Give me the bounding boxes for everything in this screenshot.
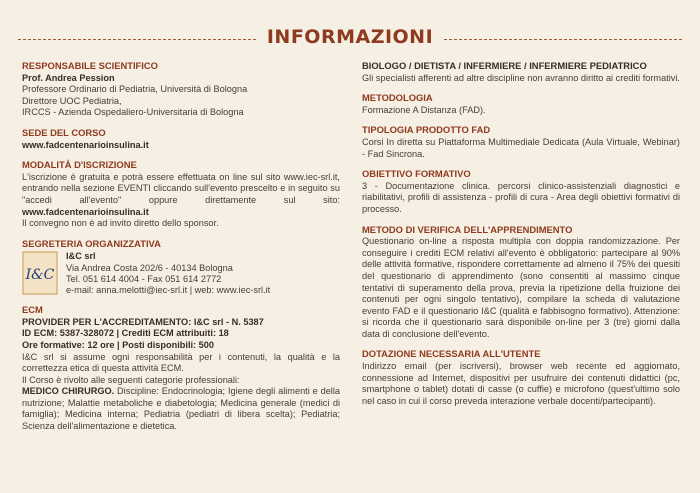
responsabile-name: Prof. Andrea Pession — [22, 72, 115, 83]
ecm-medico — [22, 386, 340, 432]
medico-label: MEDICO CHIRURGO. — [22, 386, 115, 397]
modalita-text: L'iscrizione è gratuita e potrà essere effettuata on line sul sito www.iec-srl.it, entrando nella sezione EVENTI cliccando sull'evento prescelto e in seguito su "accedi all'evento" oppure direttamente sul sito: — [22, 171, 340, 205]
section-modalita — [22, 159, 340, 230]
section-segreteria — [22, 238, 340, 296]
page-title: INFORMAZIONI — [266, 26, 434, 48]
org-details — [66, 251, 270, 296]
section-responsabile — [22, 60, 340, 119]
obiettivo-text: 3 - Documentazione clinica. percorsi clinico-assistenziali diagnostici e riabilitativi, profili di assistenza - profili di cura - Area degli obiettivi formativi di processo. — [362, 180, 680, 214]
heading-modalita: MODALITÀ D'ISCRIZIONE — [22, 159, 137, 171]
medico-text: Discipline: Endocrinologia; Igiene degli alimenti e della nutrizione; Malattie metaboliche e diabetologia; Medicina generale (medici di famiglia); Medicina interna; Pediatria (pediatri di libera scelta); Pediatria; Scienza dell'alimentazione e dietetica. — [22, 386, 341, 432]
company-logo — [22, 251, 58, 295]
company-name: I&C srl — [66, 251, 96, 262]
section-metodologia — [362, 92, 680, 116]
company-contacts[interactable]: e-mail: anna.melotti@iec-srl.it | web: www.iec-srl.it — [66, 284, 271, 295]
ecm-id-line: ID ECM: 5387-328072 | Crediti ECM attribuiti: 18 — [22, 328, 229, 339]
company-address: Via Andrea Costa 202/6 - 40134 Bologna — [66, 262, 233, 273]
title-row — [18, 26, 682, 52]
heading-obiettivo: OBIETTIVO FORMATIVO — [362, 168, 471, 180]
left-column — [22, 60, 340, 441]
heading-segreteria: SEGRETERIA ORGANIZZATIVA — [22, 237, 161, 249]
heading-biologo: BIOLOGO / DIETISTA / INFERMIERE / INFERMIERE PEDIATRICO — [362, 60, 647, 71]
ecm-intro: Il Corso è rivolto alle seguenti categorie professionali: — [22, 374, 240, 385]
sede-link[interactable]: www.fadcentenarioinsulina.it — [22, 139, 149, 150]
section-obiettivo — [362, 168, 680, 215]
section-metodo — [362, 224, 680, 341]
ecm-provider: PROVIDER PER L'ACCREDITAMENTO: I&C srl - N. 5387 — [22, 316, 264, 327]
heading-ecm: ECM — [22, 304, 43, 316]
section-dotazione — [362, 348, 680, 407]
tipologia-text: Corsi In diretta su Piattaforma Multimediale Dedicata (Aula Virtuale, Webinar) - Fad Sincrona. — [362, 136, 680, 159]
heading-tipologia: TIPOLOGIA PRODOTTO FAD — [362, 124, 491, 136]
heading-dotazione: DOTAZIONE NECESSARIA ALL'UTENTE — [362, 348, 541, 360]
heading-responsabile: RESPONSABILE SCIENTIFICO — [22, 60, 158, 71]
modalita-link[interactable]: www.fadcentenarioinsulina.it — [22, 206, 149, 217]
modalita-paragraph — [22, 172, 340, 218]
dotazione-text: Indirizzo email (per iscriversi), browser web recente ed aggiornato, connessione ad Internet, dispositivi per usufruire dei contenuti didattici (pc, smartphone o tablet) dotati di casse (o cuffie) e microfono (quest'ultimo solo nel caso in cui il corso preveda interazione verbale docenti/partecipanti). — [362, 361, 680, 406]
ecm-responsibility: I&C srl si assume ogni responsabilità per i contenuti, la qualità e la correttezza etica di questa attività ECM. — [22, 351, 340, 374]
title-rule-right — [444, 39, 682, 40]
responsabile-line: Direttore UOC Pediatria, — [22, 95, 122, 106]
heading-metodo: METODO DI VERIFICA DELL'APPRENDIMENTO — [362, 223, 573, 235]
right-column — [362, 60, 680, 415]
ecm-hours-line: Ore formative: 12 ore | Posti disponibili: 500 — [22, 339, 214, 350]
modalita-note: Il convegno non è ad invito diretto dello sponsor. — [22, 218, 219, 229]
metodo-text: Questionario on-line a risposta multipla con doppia randomizzazione. Per conseguire i crediti ECM relativi all'evento è obbligatorio: partecipare al 90% delle attività formative, rispondere correttamente ad almeno il 75% dei quesiti del questionario di apprendimento (sono consentiti al massimo cinque tentativi di superamento della prova, previa la ripetizione della fruizione dei contenuti per ogni singolo tentativo), compilare la scheda di valutazione evento FAD e il questionario I&C (qualità e fabbisogno formativo). Attenzione: si ricorda che il questionario sarà disponibile on-line per 3 (tre) giorni dalla data di conclusione dell'evento. — [362, 236, 680, 339]
section-tipologia — [362, 124, 680, 160]
org-block — [22, 251, 340, 296]
responsabile-line: Professore Ordinario di Pediatria, Università di Bologna — [22, 84, 248, 95]
section-biologo — [362, 60, 680, 84]
company-phone: Tel. 051 614 4004 - Fax 051 614 2772 — [66, 273, 222, 284]
svg-text:I&C: I&C — [25, 267, 55, 284]
section-ecm — [22, 304, 340, 433]
biologo-text: Gli specialisti afferenti ad altre discipline non avranno diritto ai crediti formativi. — [362, 72, 680, 83]
heading-sede: SEDE DEL CORSO — [22, 126, 106, 138]
metodologia-text: Formazione A Distanza (FAD). — [362, 104, 486, 115]
responsabile-line: IRCCS - Azienda Ospedaliero-Universitaria di Bologna — [22, 107, 244, 118]
section-sede — [22, 127, 340, 151]
heading-metodologia: METODOLOGIA — [362, 92, 433, 104]
